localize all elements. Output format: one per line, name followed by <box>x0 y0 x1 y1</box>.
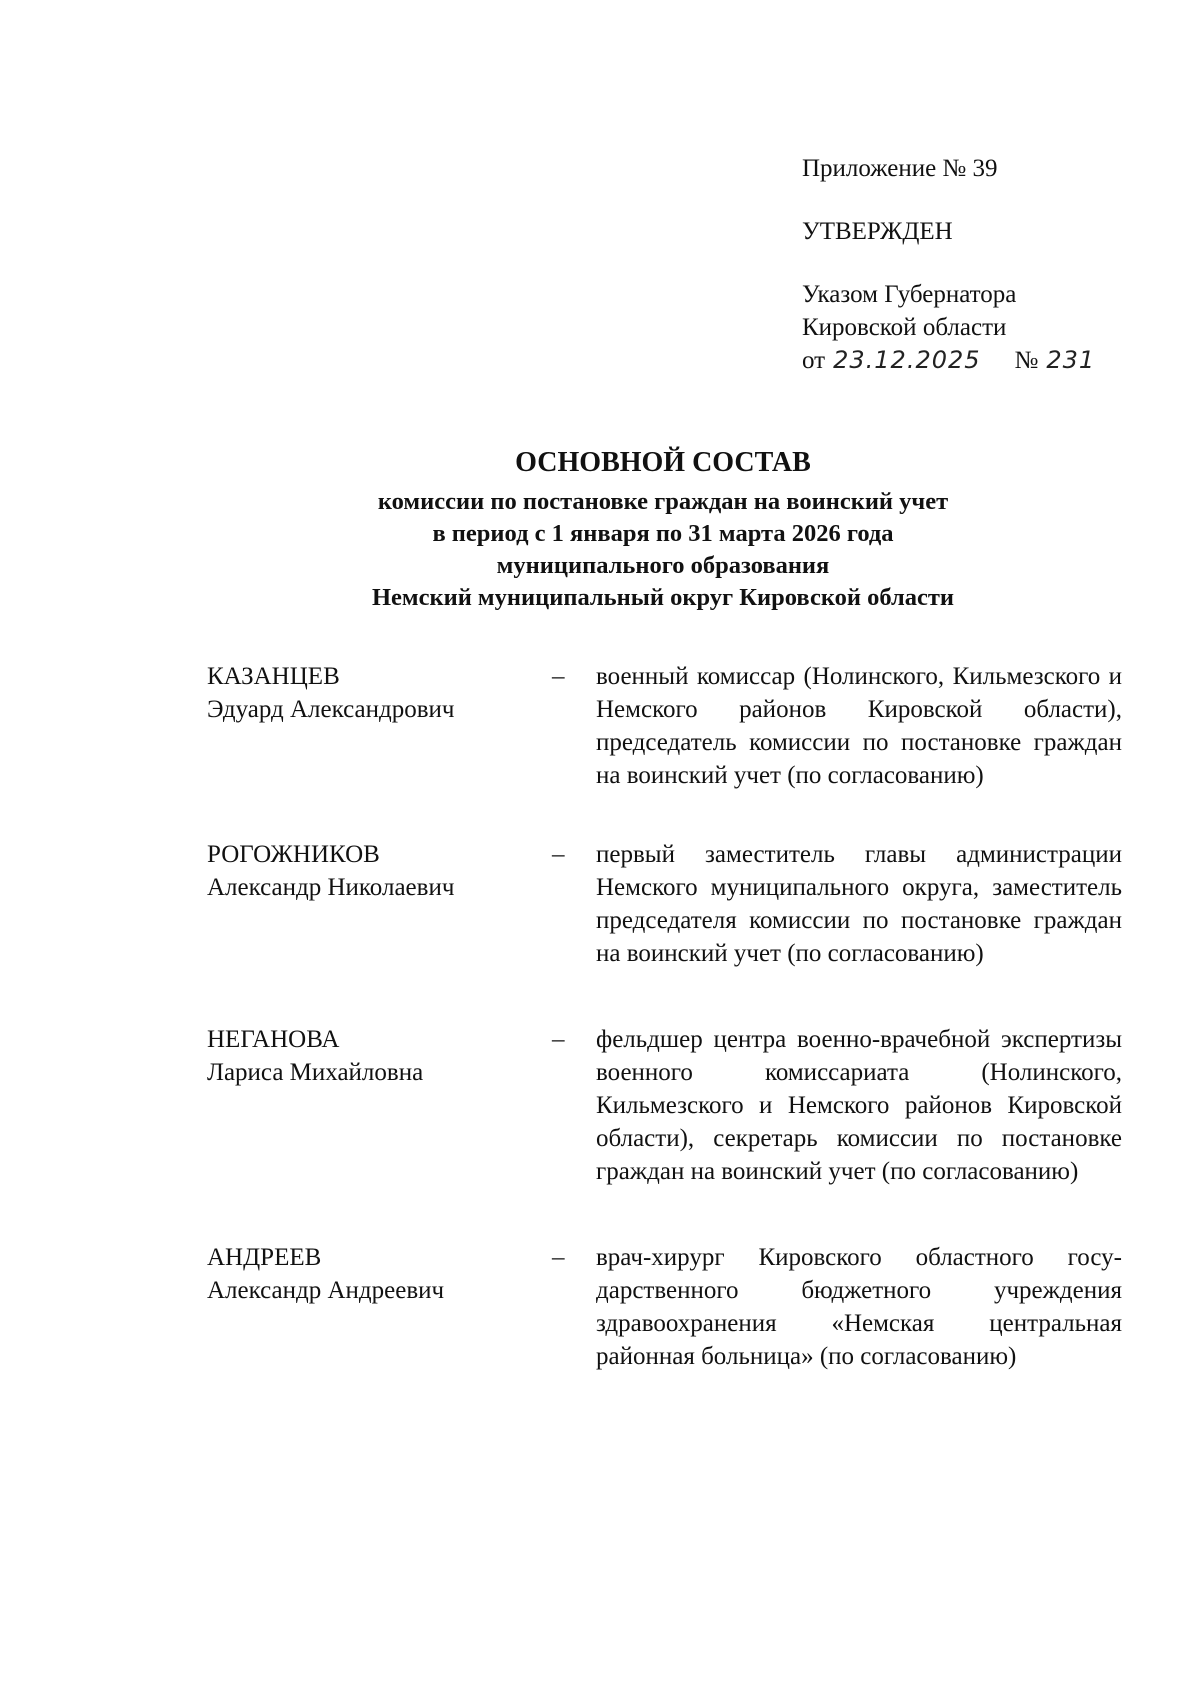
member-given-names: Эдуард Александрович <box>207 696 455 723</box>
member-dash: – <box>552 1244 565 1271</box>
member-dash: – <box>552 1026 565 1053</box>
member-name <box>207 1241 552 1373</box>
title-line-4: Немский муниципальный округ Кировской области <box>371 584 955 611</box>
approved-by-line-2: Кировской области <box>802 314 1007 341</box>
title-line-1: комиссии по постановке граждан на воинский учет <box>377 488 949 515</box>
date-prefix: от <box>802 347 826 374</box>
members-list <box>207 660 1122 1373</box>
approved-by-line-1: Указом Губернатора <box>802 281 1017 308</box>
member-entry <box>207 1023 1122 1188</box>
member-entry <box>207 660 1122 792</box>
member-dash: – <box>552 841 565 868</box>
approved-label: УТВЕРЖДЕН <box>802 218 953 245</box>
number-prefix: № <box>1014 347 1039 374</box>
member-surname: АНДРЕЕВ <box>207 1244 322 1271</box>
decree-number: 231 <box>1046 346 1096 374</box>
member-surname: РОГОЖНИКОВ <box>207 841 380 868</box>
decree-date: 23.12.2025 <box>833 346 981 374</box>
member-name <box>207 1023 552 1188</box>
title-line-2: в период с 1 января по 31 марта 2026 года <box>432 520 894 547</box>
annex-number: Приложение № 39 <box>802 155 998 182</box>
member-dash: – <box>552 663 565 690</box>
member-role: врач-хирург Кировского областного государственного бюджетного учреждения здравоохранения «Немская центральная районная больница» (по согласованию) <box>596 1244 1122 1370</box>
member-role: фельдшер центра военно-врачебной экспертизы военного комиссариата (Нолинского, Кильмезского и Немского районов Кировской области), секретарь комиссии по постановке граждан на воинский учет (по согласованию) <box>596 1026 1122 1185</box>
member-surname: КАЗАНЦЕВ <box>207 663 340 690</box>
decree-date-row <box>802 344 1095 377</box>
title-main: ОСНОВНОЙ СОСТАВ <box>515 447 811 478</box>
member-given-names: Александр Андреевич <box>207 1277 445 1304</box>
member-name <box>207 660 552 792</box>
member-given-names: Лариса Михайловна <box>207 1059 424 1086</box>
member-surname: НЕГАНОВА <box>207 1026 340 1053</box>
approval-block <box>802 152 1095 377</box>
member-given-names: Александр Николаевич <box>207 874 455 901</box>
member-role: первый заместитель главы администрации Немского муниципального округа, заместитель председателя комиссии по постановке граждан на воинский учет (по согласованию) <box>596 841 1122 967</box>
member-role: военный комиссар (Нолинского, Кильмезского и Немского районов Кировской области), председатель комиссии по постановке граждан на воинский учет (по согласованию) <box>596 663 1122 789</box>
document-title <box>0 444 1200 614</box>
member-entry <box>207 838 1122 970</box>
member-name <box>207 838 552 970</box>
member-entry <box>207 1241 1122 1373</box>
title-line-3: муниципального образования <box>496 552 830 579</box>
